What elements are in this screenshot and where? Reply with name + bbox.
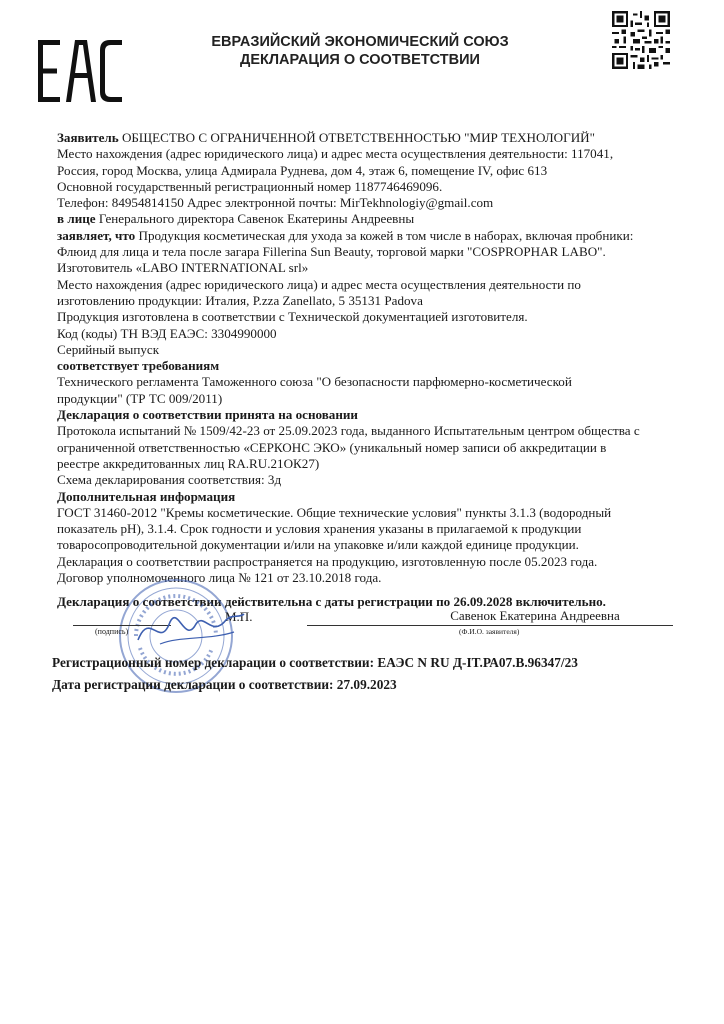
registration-number: Регистрационный номер декларации о соответствии: ЕАЭС N RU Д-IT.РА07.В.96347/23 [52,655,578,670]
header-declaration-title: ДЕКЛАРАЦИЯ О СООТВЕТСТВИИ [240,52,480,68]
tn-ved-code-line: Код (коды) ТН ВЭД ЕАЭС: 3304990000 [57,325,277,341]
extra-info-line-5: Договор уполномоченного лица № 121 от 23.10.2018 года. [57,570,382,586]
signer-name-caption: (Ф.И.О. заявителя) [459,627,520,636]
extra-info-label: Дополнительная информация [57,488,236,504]
signature-caption: (подпись) [95,627,129,636]
basis-line-2: ограниченной ответственностью «СЕРКОНС ЭКО» (уникальный номер записи об аккредитации в [57,439,607,455]
regulation-line-1: Технического регламента Таможенного союза "О безопасности парфюмерно-косметической [57,374,572,390]
representative-name: Генерального директора Савенок Екатерины Андреевны [95,211,415,227]
basis-line-3: реестре аккредитованных лиц RA.RU.21ОК27) [57,455,320,471]
applicant-line [57,130,687,146]
registration-block [52,652,578,696]
extra-info-line-3: товаросопроводительной документации и/или на упаковке и/или каждой единице продукции. [57,537,579,553]
document-header [160,33,560,69]
product-description-1: Продукция косметическая для ухода за кожей в том числе в наборах, включая пробники: [135,227,634,243]
extra-info-line-1: ГОСТ 31460-2012 "Кремы косметические. Общие технические условия" пункты 3.1.3 (водородный [57,504,612,520]
validity-line: Декларация о соответствии действительна с даты регистрации по 26.09.2028 включительно. [57,594,606,610]
representative-line [57,211,687,227]
registration-date: Дата регистрации декларации о соответствии: 27.09.2023 [52,677,397,692]
manufacturer-address-1: Место нахождения (адрес юридического лица) и адрес места осуществления деятельности по [57,276,581,292]
applicant-name: ОБЩЕСТВО С ОГРАНИЧЕННОЙ ОТВЕТСТВЕННОСТЬЮ "МИР ТЕХНОЛОГИЙ" [118,130,595,145]
header-union-title: ЕВРАЗИЙСКИЙ ЭКОНОМИЧЕСКИЙ СОЮЗ [211,34,509,50]
representative-label: в лице [57,211,96,227]
extra-info-line-2: показатель pH), 3.1.4. Срок годности и условия хранения указаны в прилагаемой к продукции [57,521,582,537]
seal-placeholder-label: М.П. [225,609,253,624]
applicant-address-line-2: Россия, город Москва, улица Адмирала Руднева, дом 4, этаж 6, помещение IV, офис 613 [57,162,548,178]
manufacturer-line: Изготовитель «LABO INTERNATIONAL srl» [57,260,309,276]
signer-name: Савенок Екатерина Андреевна [450,608,620,623]
regulation-line-2: продукции" (ТР ТС 009/2011) [57,390,223,406]
made-per-docs-line: Продукция изготовлена в соответствии с Технической документацией изготовителя. [57,309,528,325]
signer-name-line [307,625,673,626]
extra-info-line-4: Декларация о соответствии распространяется на продукцию, изготовленную после 05.2023 года. [57,553,598,569]
handwritten-signature-icon [130,600,253,660]
product-description-2: Флюид для лица и тела после загара Fillerina Sun Beauty, торговой марки "COSPROPHAR LABO". [57,244,606,260]
ogrn-line: Основной государственный регистрационный номер 1187746469096. [57,178,443,194]
basis-line-1: Протокола испытаний № 1509/42-23 от 25.09.2023 года, выданного Испытательным центром общества с [57,423,640,439]
declares-label: заявляет, что [57,227,136,243]
declares-line-1 [57,228,687,244]
scheme-line: Схема декларирования соответствия: 3д [57,472,282,488]
eac-logo [38,40,122,102]
contacts-line: Телефон: 84954814150 Адрес электронной почты: MirTekhnologiy@gmail.com [57,195,494,211]
applicant-label: Заявитель [57,130,119,145]
declaration-body [57,130,687,611]
qr-code-icon [612,11,670,69]
applicant-address-line-1: Место нахождения (адрес юридического лица) и адрес места осуществления деятельности: 117041, [57,146,614,162]
basis-label: Декларация о соответствии принята на основании [57,407,358,423]
batch-line: Серийный выпуск [57,341,160,357]
complies-label: соответствует требованиям [57,358,220,374]
manufacturer-address-2: изготовлению продукции: Италия, P.zza Zanellato, 5 35131 Padova [57,292,423,308]
